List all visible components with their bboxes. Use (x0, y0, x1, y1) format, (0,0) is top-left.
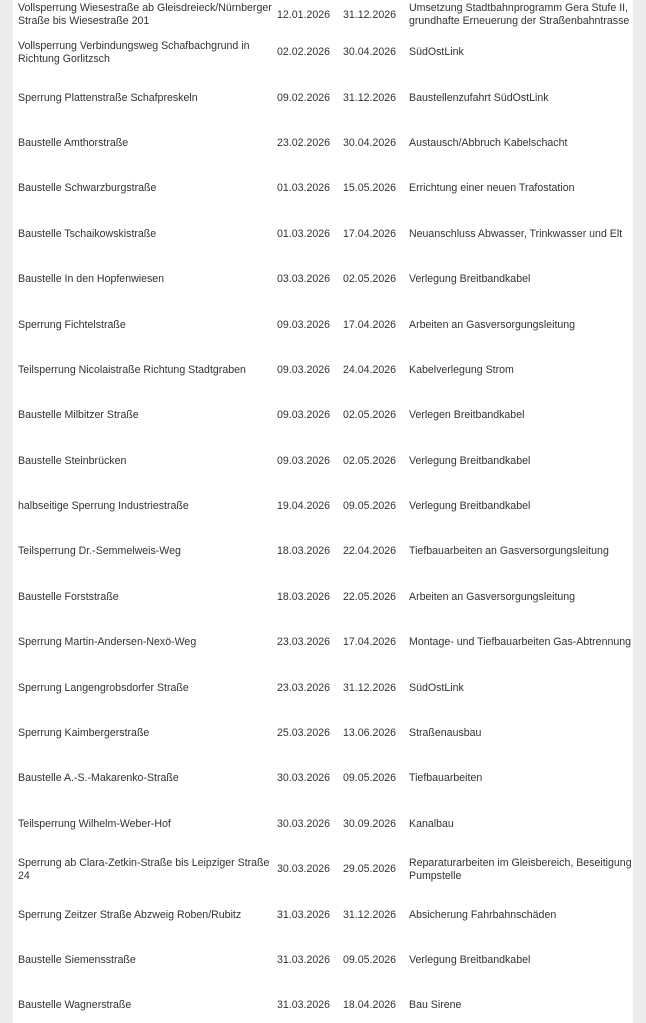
description-cell: Verlegung Breitbandkabel (409, 954, 531, 966)
closure-name-cell: Baustelle In den Hopfenwiesen (18, 273, 165, 286)
start-date-cell: 23.02.2026 (277, 136, 331, 149)
end-date-cell: 02.05.2026 (343, 454, 397, 467)
end-date-cell: 13.06.2026 (343, 727, 397, 740)
end-date-cell: 22.05.2026 (343, 590, 397, 603)
description-cell: Baustellenzufahrt SüdOstLink (409, 91, 549, 104)
table-row (13, 983, 633, 1023)
description-cell: Verlegung Breitbandkabel (409, 454, 531, 467)
closure-name-cell: Teilsperrung Wilhelm-Weber-Hof (18, 817, 171, 830)
roadworks-table-body (13, 0, 633, 1023)
table-row (13, 0, 633, 30)
start-date-cell: 18.03.2026 (277, 545, 331, 558)
description-cell: Straßenausbau (409, 727, 482, 740)
table-row (13, 892, 633, 937)
start-date-cell: 12.01.2026 (277, 8, 331, 21)
description-cell: Errichtung einer neuen Trafostation (409, 182, 575, 195)
table-row (13, 665, 633, 710)
end-date-cell: 09.05.2026 (343, 500, 397, 513)
description-cell: SüdOstLink (409, 681, 464, 694)
end-date-cell: 17.04.2026 (343, 636, 397, 649)
closure-name-cell: Sperrung Martin-Andersen-Nexö-Weg (18, 636, 197, 649)
end-date-cell: 09.05.2026 (343, 954, 397, 966)
start-date-cell: 01.03.2026 (277, 182, 331, 195)
closure-name-cell: Baustelle Forststraße (18, 590, 119, 603)
closure-name-cell: Baustelle A.-S.-Makarenko-Straße (18, 772, 179, 785)
table-row (13, 212, 633, 257)
table-row (13, 575, 633, 620)
table-row (13, 620, 633, 665)
start-date-cell: 09.03.2026 (277, 454, 331, 467)
start-date-cell: 19.04.2026 (277, 500, 331, 513)
end-date-cell: 17.04.2026 (343, 227, 397, 240)
start-date-cell: 31.03.2026 (277, 954, 331, 966)
table-row (13, 802, 633, 847)
start-date-cell: 23.03.2026 (277, 636, 331, 649)
description-cell: Kanalbau (409, 817, 454, 830)
closure-name-cell: Sperrung Langengrobsdorfer Straße (18, 681, 189, 694)
description-cell: Bau Sirene (409, 999, 462, 1012)
end-date-cell: 22.04.2026 (343, 545, 397, 558)
closure-name-cell: Sperrung Zeitzer Straße Abzweig Roben/Rubitz (18, 908, 242, 921)
closure-name-cell: Baustelle Tschaikowskistraße (18, 227, 157, 240)
start-date-cell: 30.03.2026 (277, 817, 331, 830)
table-row (13, 529, 633, 574)
table-row (13, 756, 633, 801)
end-date-cell: 29.05.2026 (343, 863, 397, 876)
page-content (13, 0, 633, 1023)
start-date-cell: 03.03.2026 (277, 273, 331, 286)
table-row (13, 348, 633, 393)
start-date-cell: 09.03.2026 (277, 318, 331, 331)
description-cell: Arbeiten an Gasversorgungsleitung (409, 590, 576, 603)
start-date-cell: 31.03.2026 (277, 999, 331, 1012)
description-cell: Reparaturarbeiten im Gleisbereich, Beseitigung Pumpstelle (409, 856, 632, 882)
table-row (13, 439, 633, 484)
closure-name-cell: Baustelle Wagnerstraße (18, 999, 132, 1012)
closure-name-cell: Baustelle Steinbrücken (18, 454, 127, 467)
description-cell: Kabelverlegung Strom (409, 363, 514, 376)
end-date-cell: 02.05.2026 (343, 273, 397, 286)
end-date-cell: 31.12.2026 (343, 8, 397, 21)
closure-name-cell: halbseitige Sperrung Industriestraße (18, 500, 189, 513)
table-row (13, 484, 633, 529)
start-date-cell: 02.02.2026 (277, 46, 331, 59)
closure-name-cell: Vollsperrung Verbindungsweg Schafbachgrund in Richtung Gorlitzsch (18, 39, 250, 65)
closure-name-cell: Teilsperrung Nicolaistraße Richtung Stadtgraben (18, 363, 246, 376)
description-cell: Neuanschluss Abwasser, Trinkwasser und Elt (409, 227, 623, 240)
description-cell: Austausch/Abbruch Kabelschacht (409, 136, 568, 149)
closure-name-cell: Sperrung ab Clara-Zetkin-Straße bis Leipziger Straße 24 (18, 856, 270, 882)
end-date-cell: 31.12.2026 (343, 91, 397, 104)
closure-name-cell: Baustelle Siemensstraße (18, 954, 136, 966)
closure-name-cell: Baustelle Milbitzer Straße (18, 409, 139, 422)
start-date-cell: 09.03.2026 (277, 363, 331, 376)
start-date-cell: 30.03.2026 (277, 863, 331, 876)
start-date-cell: 09.03.2026 (277, 409, 331, 422)
closure-name-cell: Vollsperrung Wiesestraße ab Gleisdreieck/Nürnberger Straße bis Wiesestraße 201 (18, 2, 272, 27)
start-date-cell: 31.03.2026 (277, 908, 331, 921)
end-date-cell: 30.04.2026 (343, 46, 397, 59)
end-date-cell: 18.04.2026 (343, 999, 397, 1012)
end-date-cell: 24.04.2026 (343, 363, 397, 376)
end-date-cell: 31.12.2026 (343, 681, 397, 694)
end-date-cell: 15.05.2026 (343, 182, 397, 195)
description-cell: Verlegung Breitbandkabel (409, 500, 531, 513)
start-date-cell: 18.03.2026 (277, 590, 331, 603)
description-cell: Umsetzung Stadtbahnprogramm Gera Stufe II, grundhafte Erneuerung der Straßenbahntrasse (409, 2, 630, 27)
start-date-cell: 23.03.2026 (277, 681, 331, 694)
description-cell: Montage- und Tiefbauarbeiten Gas-Abtrennung (409, 636, 632, 649)
end-date-cell: 09.05.2026 (343, 772, 397, 785)
description-cell: Verlegung Breitbandkabel (409, 273, 531, 286)
table-row (13, 166, 633, 211)
start-date-cell: 30.03.2026 (277, 772, 331, 785)
end-date-cell: 31.12.2026 (343, 908, 397, 921)
table-row (13, 257, 633, 302)
end-date-cell: 30.04.2026 (343, 136, 397, 149)
table-row (13, 121, 633, 166)
end-date-cell: 17.04.2026 (343, 318, 397, 331)
description-cell: Verlegen Breitbandkabel (409, 409, 525, 422)
description-cell: Absicherung Fahrbahnschäden (409, 908, 557, 921)
table-row (13, 938, 633, 983)
roadworks-table (13, 0, 633, 1023)
start-date-cell: 25.03.2026 (277, 727, 331, 740)
description-cell: Tiefbauarbeiten an Gasversorgungsleitung (409, 545, 609, 558)
description-cell: Arbeiten an Gasversorgungsleitung (409, 318, 576, 331)
table-row (13, 847, 633, 892)
table-row (13, 302, 633, 347)
end-date-cell: 02.05.2026 (343, 409, 397, 422)
closure-name-cell: Baustelle Amthorstraße (18, 136, 129, 149)
table-row (13, 711, 633, 756)
closure-name-cell: Sperrung Plattenstraße Schafpreskeln (18, 91, 198, 104)
start-date-cell: 01.03.2026 (277, 227, 331, 240)
description-cell: Tiefbauarbeiten (409, 772, 483, 785)
table-row (13, 75, 633, 120)
table-row (13, 393, 633, 438)
start-date-cell: 09.02.2026 (277, 91, 331, 104)
closure-name-cell: Sperrung Kaimbergerstraße (18, 727, 150, 740)
table-row (13, 30, 633, 75)
end-date-cell: 30.09.2026 (343, 817, 397, 830)
description-cell: SüdOstLink (409, 46, 464, 59)
closure-name-cell: Sperrung Fichtelstraße (18, 318, 126, 331)
closure-name-cell: Baustelle Schwarzburgstraße (18, 182, 157, 195)
closure-name-cell: Teilsperrung Dr.-Semmelweis-Weg (18, 545, 181, 558)
